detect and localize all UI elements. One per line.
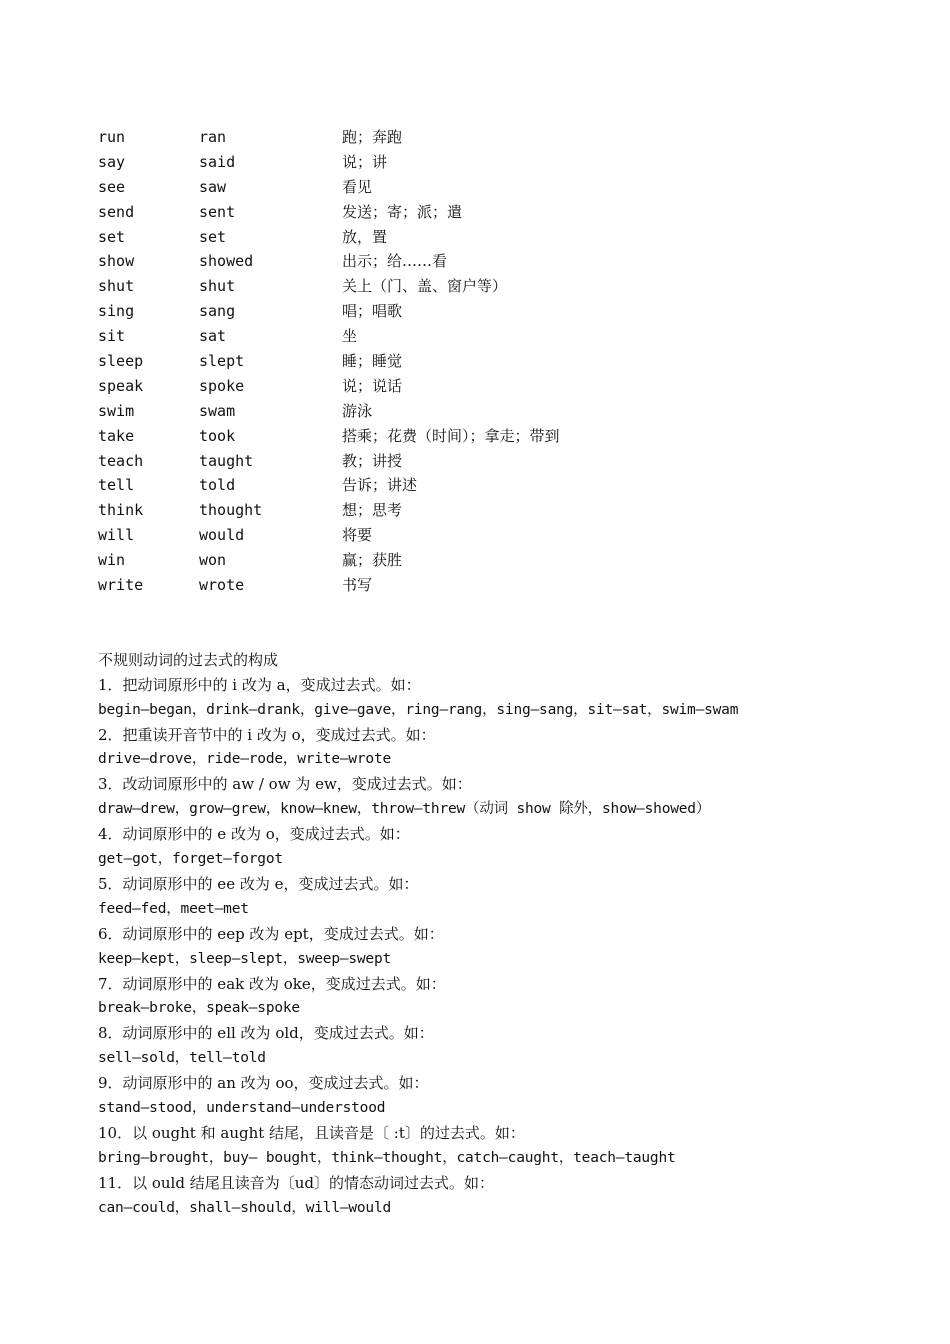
document-page: [98, 125, 888, 1220]
meaning: 说；讲: [342, 152, 388, 171]
vocab-row: [98, 150, 888, 175]
vocab-row: [98, 125, 888, 150]
meaning: 发送；寄；派；遣: [342, 202, 463, 221]
vocab-row: [98, 175, 888, 200]
base-form: sit: [98, 327, 126, 346]
meaning: 游泳: [342, 401, 373, 420]
past-form: thought: [199, 501, 263, 520]
rule-examples: can—could，shall—should，will—would: [98, 1199, 392, 1216]
vocab-row: [98, 249, 888, 274]
base-form: sleep: [98, 352, 144, 371]
base-form: take: [98, 426, 135, 445]
base-form: swim: [98, 401, 135, 420]
past-form: wrote: [199, 576, 245, 595]
rule-text: 10．以 ought 和 aught 结尾，且读音是〔 :t〕的过去式。如：: [98, 1123, 525, 1142]
vocab-row: [98, 399, 888, 424]
meaning: 唱；唱歌: [342, 302, 403, 321]
rule-text: 9．动词原形中的 an 改为 oo，变成过去式。如：: [98, 1074, 429, 1093]
rule-text: 11．以 ould 结尾且读音为〔ud〕的情态动词过去式。如：: [98, 1173, 494, 1192]
meaning: 放，置: [342, 227, 388, 246]
meaning: 跑；奔跑: [342, 128, 403, 146]
rule-examples: bring—brought，buy— bought，think—thought，catch—caught，teach—taught: [98, 1149, 676, 1166]
rule-text: 2．把重读开音节中的 i 改为 o，变成过去式。如：: [98, 725, 436, 744]
past-form: won: [199, 551, 227, 570]
past-form: set: [199, 227, 227, 246]
base-form: teach: [98, 451, 144, 470]
vocab-row: [98, 274, 888, 299]
vocab-row: [98, 498, 888, 523]
rule-text: 4．动词原形中的 e 改为 o，变成过去式。如：: [98, 825, 410, 844]
vocab-row: [98, 573, 888, 598]
section-spacer: [98, 598, 888, 648]
rule-text: 3．改动词原形中的 aw / ow 为 ew，变成过去式。如：: [98, 775, 472, 794]
base-form: win: [98, 551, 126, 570]
past-form: swam: [199, 401, 236, 420]
meaning: 告诉；讲述: [342, 476, 418, 495]
vocab-row: [98, 523, 888, 548]
past-form: slept: [199, 352, 245, 371]
base-form: think: [98, 501, 144, 520]
rule-examples: feed—fed，meet—met: [98, 900, 249, 917]
meaning: 书写: [342, 576, 373, 595]
rule-text: 5．动词原形中的 ee 改为 e，变成过去式。如：: [98, 874, 419, 893]
meaning: 教；讲授: [342, 451, 403, 470]
base-form: run: [98, 128, 126, 146]
past-form: showed: [199, 252, 254, 271]
rules-title: 不规则动词的过去式的构成: [98, 650, 279, 669]
past-form: took: [199, 426, 236, 445]
meaning: 出示；给……看: [342, 252, 448, 271]
meaning: 想；思考: [342, 501, 403, 520]
rule-text: 1．把动词原形中的 i 改为 a，变成过去式。如：: [98, 675, 421, 694]
past-form: said: [199, 152, 236, 171]
vocab-row: [98, 349, 888, 374]
meaning: 关上（门、盖、窗户等）: [342, 277, 508, 296]
base-form: will: [98, 526, 135, 545]
rule-text: 8．动词原形中的 ell 改为 old，变成过去式。如：: [98, 1024, 434, 1043]
base-form: say: [98, 152, 126, 171]
vocab-row: [98, 200, 888, 225]
vocab-row: [98, 324, 888, 349]
vocab-list: [98, 125, 888, 598]
base-form: send: [98, 202, 135, 221]
meaning: 赢；获胜: [342, 551, 403, 570]
meaning: 看见: [342, 177, 373, 196]
past-form: shut: [199, 277, 236, 296]
meaning: 坐: [342, 327, 358, 346]
meaning: 睡；睡觉: [342, 352, 403, 371]
rule-examples: break—broke，speak—spoke: [98, 1000, 300, 1017]
vocab-row: [98, 225, 888, 250]
base-form: tell: [98, 476, 135, 495]
past-form: spoke: [199, 376, 245, 395]
meaning: 搭乘；花费（时间）；拿走；带到: [342, 426, 560, 445]
base-form: shut: [98, 277, 135, 296]
rule-text: 7．动词原形中的 eak 改为 oke，变成过去式。如：: [98, 974, 446, 993]
base-form: write: [98, 576, 144, 595]
base-form: sing: [98, 302, 135, 321]
past-form: sang: [199, 302, 236, 321]
rule-examples: draw—drew，grow—grew，know—knew，throw—threw（动词 show 除外，show—showed）: [98, 801, 711, 818]
past-form: ran: [199, 128, 227, 146]
vocab-row: [98, 299, 888, 324]
past-form: sat: [199, 327, 227, 346]
rule-examples: keep—kept，sleep—slept，sweep—swept: [98, 950, 392, 967]
vocab-row: [98, 473, 888, 498]
rule-examples: stand—stood，understand—understood: [98, 1099, 386, 1116]
vocab-row: [98, 424, 888, 449]
base-form: see: [98, 177, 126, 196]
vocab-row: [98, 449, 888, 474]
base-form: show: [98, 252, 135, 271]
base-form: set: [98, 227, 126, 246]
meaning: 说；说话: [342, 376, 403, 395]
past-form: taught: [199, 451, 254, 470]
rule-examples: drive—drove，ride—rode，write—wrote: [98, 751, 392, 768]
past-form: saw: [199, 177, 227, 196]
vocab-row: [98, 374, 888, 399]
rules-section: [98, 648, 888, 1220]
past-form: sent: [199, 202, 236, 221]
past-form: told: [199, 476, 236, 495]
rule-examples: sell—sold，tell—told: [98, 1050, 266, 1067]
rule-text: 6．动词原形中的 eep 改为 ept，变成过去式。如：: [98, 924, 444, 943]
rule-examples: get—got，forget—forgot: [98, 851, 283, 868]
meaning: 将要: [342, 526, 373, 545]
rule-examples: begin—began，drink—drank，give—gave，ring—rang，sing—sang，sit—sat，swim—swam: [98, 701, 739, 718]
base-form: speak: [98, 376, 144, 395]
past-form: would: [199, 526, 245, 545]
vocab-row: [98, 548, 888, 573]
